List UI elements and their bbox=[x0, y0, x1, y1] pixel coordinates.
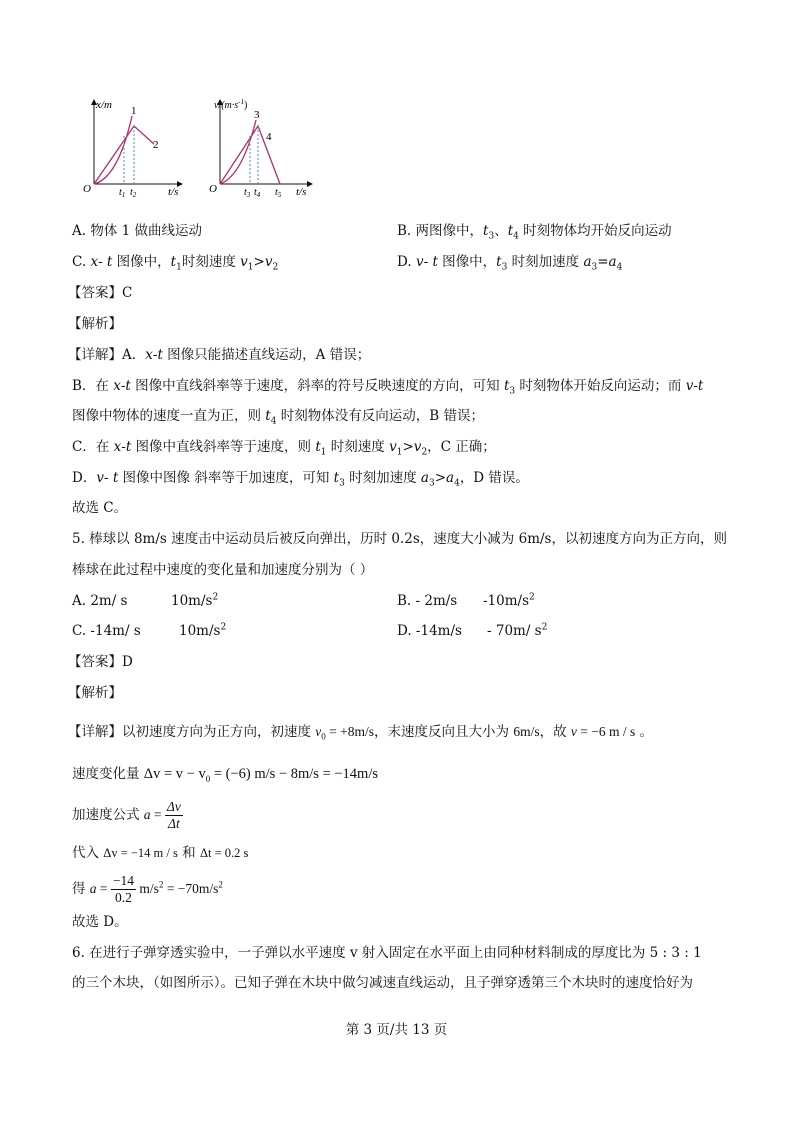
q4-detail-line-3: 图像中物体的速度一直为正，则 $t_4$ 时刻物体没有反向运动，B 错误； bbox=[72, 408, 484, 427]
vt-t4: $t_4$ bbox=[254, 187, 261, 199]
xt-xlabel: t/s bbox=[168, 186, 179, 198]
xt-label-2: 2 bbox=[153, 139, 159, 151]
vt-xlabel: t/s bbox=[296, 186, 307, 198]
q5-answer: 【答案】D bbox=[68, 654, 133, 670]
q5-option-b: B. - 2m/s bbox=[397, 593, 458, 609]
vt-graph bbox=[204, 96, 324, 200]
q5-option-b-acc: $-10m/s^2$ bbox=[483, 592, 535, 609]
curve-1 bbox=[94, 116, 132, 184]
q5-option-d-acc: - 70m/ $s^2$ bbox=[487, 622, 548, 639]
q5-detail-line-5: 得 a = $\frac{-14}{0.2}$ $m/s^2 = -70m/s^2$ bbox=[72, 873, 223, 905]
q4-option-a: A. 物体 1 做曲线运动 bbox=[72, 223, 203, 239]
graph-figure bbox=[78, 96, 318, 200]
q4-option-d: D. v- t 图像中，$t_3$ 时刻加速度 $a_3=a_4$ bbox=[397, 254, 623, 273]
vt-label-3: 3 bbox=[254, 109, 260, 121]
q4-detail-line-5: D．v- t 图像中图像 斜率等于加速度，可知 $t_3$ 时刻加速度 $a_3>a_4$，D 错误。 bbox=[72, 470, 529, 489]
q4-option-b: B. 两图像中，$t_3$、$t_4$ 时刻物体均开始反向运动 bbox=[397, 223, 672, 242]
xt-graph bbox=[78, 96, 188, 200]
q5-option-c: C. -14m/ s bbox=[72, 623, 141, 639]
curve-3 bbox=[220, 120, 256, 184]
q4-detail-line-4: C．在 x-t 图像中直线斜率等于速度，则 $t_1$ 时刻速度 $v_1>v_2$，C 正确； bbox=[72, 439, 496, 458]
vt-ylabel: $v/(m\cdot s^{-1})$ bbox=[214, 98, 248, 111]
q5-option-a: A. 2m/ s bbox=[72, 593, 128, 609]
q5-detail-line-4: 代入 Δv = −14 m / s 和 Δt = 0.2 s bbox=[72, 845, 249, 861]
accel-fraction: $\frac{\Delta v}{\Delta t}$ bbox=[166, 799, 181, 831]
q5-option-d: D. -14m/s bbox=[397, 623, 462, 639]
xt-label-1: 1 bbox=[131, 105, 137, 117]
xt-t1: $t_1$ bbox=[119, 187, 126, 199]
xt-t2: $t_2$ bbox=[130, 187, 137, 199]
q5-detail-line-2: 速度变化量 $\Delta v = v - v_0 = (-6) m/s - 8m/s = -14m/s$ bbox=[72, 766, 379, 784]
q5-option-a-acc: $10m/s^2$ bbox=[171, 592, 219, 609]
q4-conclusion: 故选 C。 bbox=[72, 500, 128, 516]
vt-label-4: 4 bbox=[266, 131, 272, 143]
q4-detail-line-2: B．在 x-t 图像中直线斜率等于速度，斜率的符号反映速度的方向，可知 $t_3$ 时刻物体开始反向运动；而 v-t bbox=[72, 378, 704, 397]
q6-stem-line-1: 6. 在进行子弹穿透实验中，一子弹以水平速度 v 射入固定在水平面上由同种材料制成的厚度比为 5 : 3 : 1 bbox=[72, 945, 702, 961]
page-footer: 第 3 页/共 13 页 bbox=[345, 1022, 448, 1038]
vt-origin: O bbox=[209, 183, 217, 195]
q5-option-c-acc: $10m/s^2$ bbox=[179, 622, 227, 639]
q4-analysis-tag: 【解析】 bbox=[68, 316, 122, 332]
q5-detail-line-3: 加速度公式 a = $\frac{\Delta v}{\Delta t}$ bbox=[72, 799, 181, 831]
q6-stem-line-2: 的三个木块，（如图所示）。已知子弹在木块中做匀减速直线运动，且子弹穿透第三个木块时的速度恰好为 bbox=[72, 975, 693, 991]
q5-conclusion: 故选 D。 bbox=[72, 914, 128, 930]
xt-origin: O bbox=[83, 183, 91, 195]
xt-ylabel: x/m bbox=[96, 99, 112, 111]
q5-detail-line-1: 【详解】以初速度方向为正方向，初速度 $v_0 = +8m/s$，末速度反向且大小为 6m/s，故 v = −6 m / s 。 bbox=[68, 724, 654, 742]
q5-analysis-tag: 【解析】 bbox=[68, 685, 122, 701]
result-fraction: $\frac{-14}{0.2}$ bbox=[112, 873, 135, 905]
q4-detail-line-1: 【详解】A．x-t 图像只能描述直线运动，A 错误； bbox=[68, 347, 371, 363]
q4-option-c: C. x- t 图像中，$t_1$时刻速度 $v_1>v_2$ bbox=[72, 254, 279, 273]
curve-2 bbox=[94, 126, 154, 184]
q5-stem-line-1: 5. 棒球以 8m/s 速度击中运动员后被反向弹出，历时 0.2s，速度大小减为 6m/s，以初速度方向为正方向，则 bbox=[72, 531, 727, 547]
q5-stem-line-2: 棒球在此过程中速度的变化量和加速度分别为（ ） bbox=[72, 562, 374, 578]
vt-t3: $t_3$ bbox=[244, 187, 251, 199]
q4-answer: 【答案】C bbox=[68, 285, 133, 301]
vt-t5: $t_5$ bbox=[275, 187, 282, 199]
